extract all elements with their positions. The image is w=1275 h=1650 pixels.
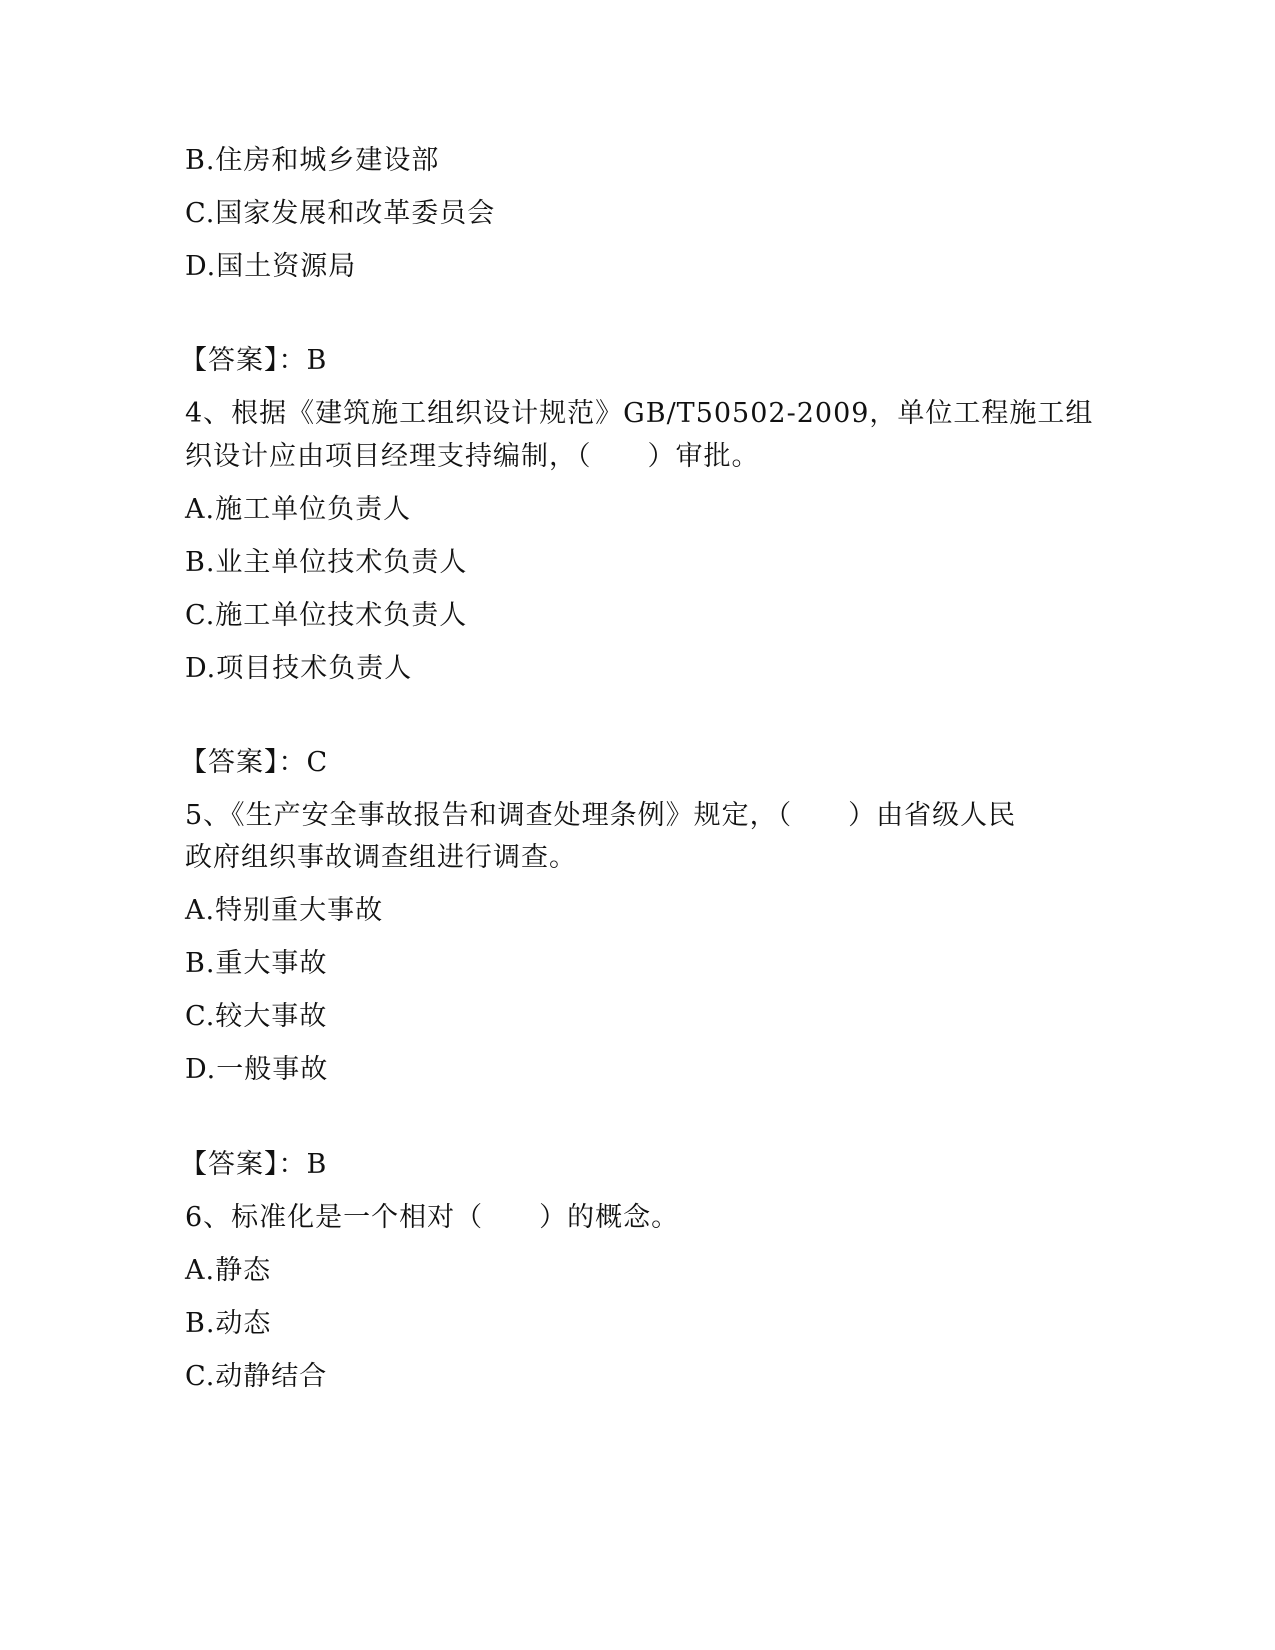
option-a: A.特别重大事故 xyxy=(185,895,384,926)
option-b: B.重大事故 xyxy=(185,948,328,979)
option-c: C.较大事故 xyxy=(185,1001,328,1032)
question-stem: 6、标准化是一个相对（ ）的概念。 xyxy=(185,1202,680,1233)
answer-label: 【答案】：B xyxy=(180,1149,328,1180)
option-b: B.动态 xyxy=(185,1308,272,1339)
option-d: D.项目技术负责人 xyxy=(185,653,413,684)
option-d: D.一般事故 xyxy=(185,1054,329,1085)
question-stem-continued: 织设计应由项目经理支持编制，（ ）审批。 xyxy=(185,441,760,472)
question-stem: 4、根据《建筑施工组织设计规范》GB/T50502-2009，单位工程施工组 xyxy=(185,398,1094,429)
option-a: A.施工单位负责人 xyxy=(185,494,412,525)
question-stem-continued: 政府组织事故调查组进行调查。 xyxy=(185,842,577,873)
option-b: B.住房和城乡建设部 xyxy=(185,145,440,176)
answer-label: 【答案】：B xyxy=(180,345,328,376)
option-c: C.动静结合 xyxy=(185,1361,328,1392)
option-c: C.国家发展和改革委员会 xyxy=(185,198,496,229)
question-stem: 5、《生产安全事故报告和调查处理条例》规定，（ ）由省级人民 xyxy=(185,800,1017,831)
answer-label: 【答案】：C xyxy=(180,747,329,778)
option-b: B.业主单位技术负责人 xyxy=(185,547,468,578)
option-c: C.施工单位技术负责人 xyxy=(185,600,468,631)
option-a: A.静态 xyxy=(185,1255,272,1286)
option-d: D.国土资源局 xyxy=(185,251,357,282)
